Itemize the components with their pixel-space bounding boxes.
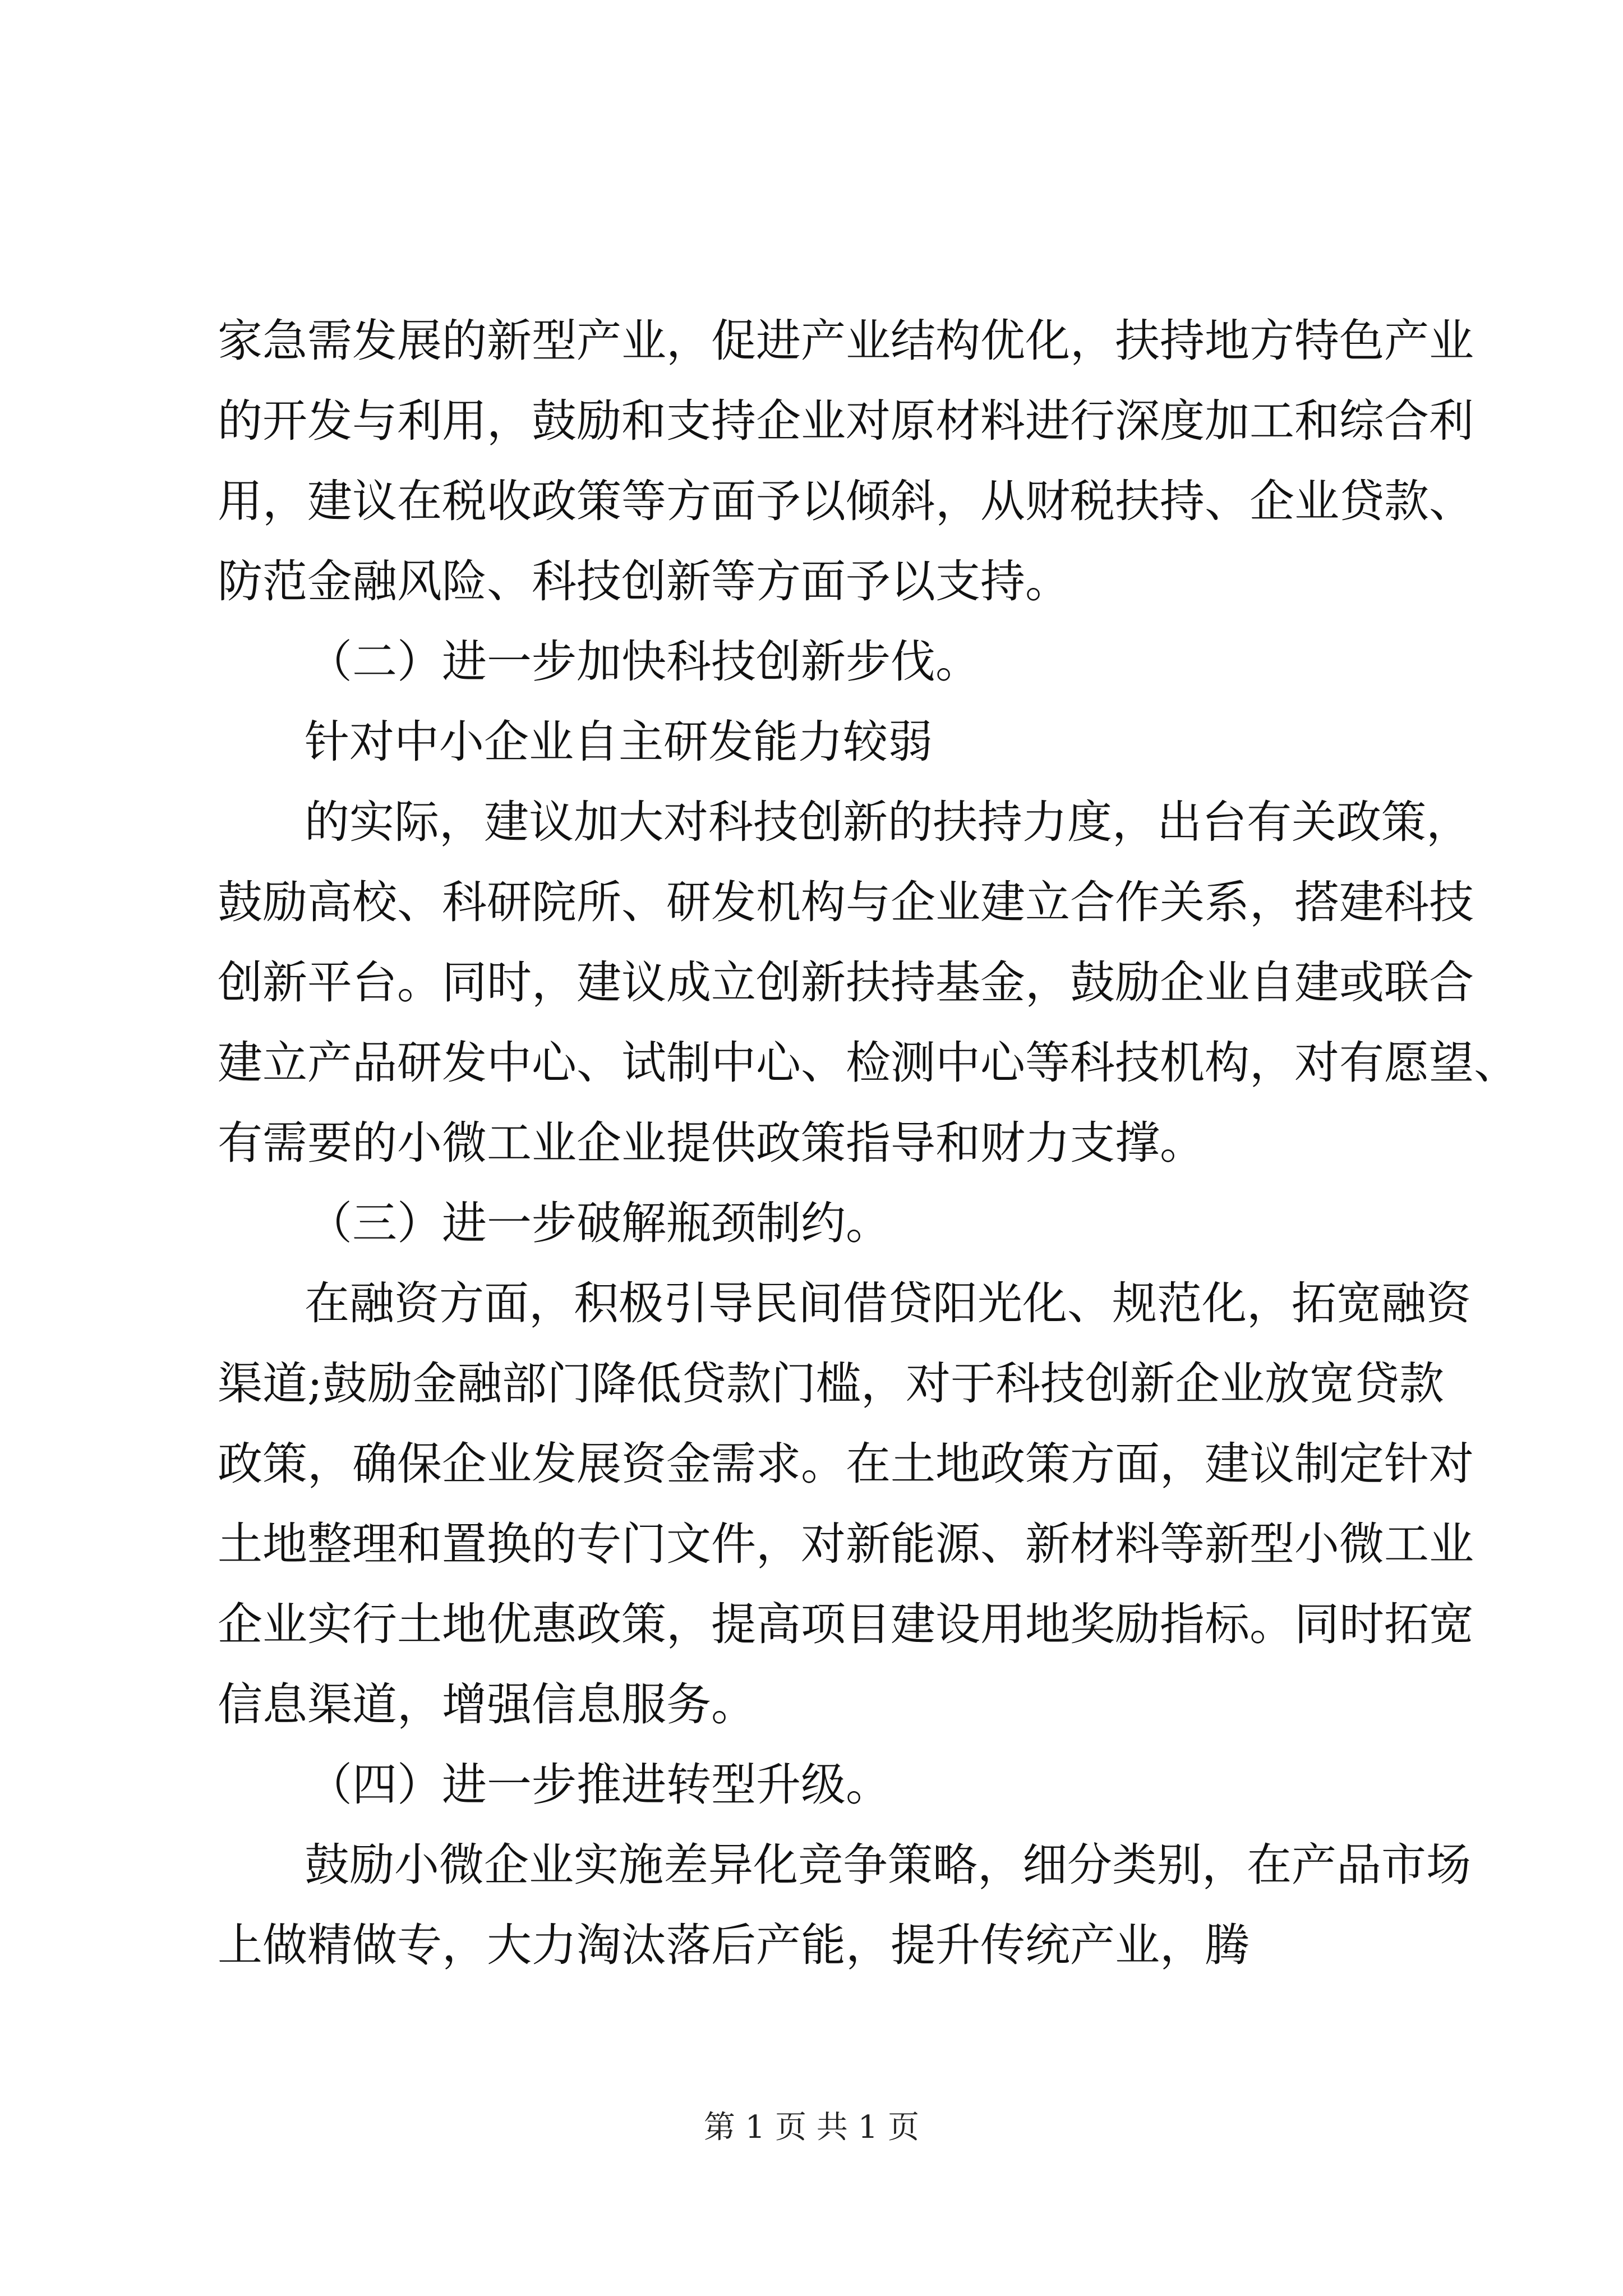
text-line: 企业实行土地优惠政策，提高项目建设用地奖励指标。同时拓宽	[218, 1598, 1474, 1650]
section-heading: （三）进一步破解瓶颈制约。	[307, 1197, 891, 1249]
text-line: 防范金融风险、科技创新等方面予以支持。	[218, 555, 1070, 608]
text-line: 家急需发展的新型产业，促进产业结构优化，扶持地方特色产业	[218, 315, 1474, 367]
section-heading: （二）进一步加快科技创新步伐。	[307, 636, 980, 688]
text-line: 鼓励高校、科研院所、研发机构与企业建立合作关系，搭建科技	[218, 876, 1474, 928]
text-line: 在融资方面，积极引导民间借贷阳光化、规范化，拓宽融资	[305, 1277, 1471, 1329]
section-heading: （四）进一步推进转型升级。	[307, 1759, 891, 1811]
page-number-footer: 第 1 页 共 1 页	[703, 2109, 920, 2146]
text-line: 上做精做专，大力淘汰落后产能，提升传统产业，腾	[218, 1919, 1249, 1971]
text-line: 的开发与利用，鼓励和支持企业对原材料进行深度加工和综合利	[218, 395, 1474, 447]
text-line: 的实际，建议加大对科技创新的扶持力度，出台有关政策，	[305, 796, 1471, 848]
text-line: 政策，确保企业发展资金需求。在土地政策方面，建议制定针对	[218, 1438, 1474, 1490]
text-line: 渠道;鼓励金融部门降低贷款门槛，对于科技创新企业放宽贷款	[218, 1358, 1444, 1410]
text-line: 用，建议在税收政策等方面予以倾斜，从财税扶持、企业贷款、	[218, 475, 1474, 527]
text-line: 信息渠道，增强信息服务。	[218, 1678, 756, 1731]
text-line: 创新平台。同时，建议成立创新扶持基金，鼓励企业自建或联合	[218, 956, 1474, 1009]
text-line: 建立产品研发中心、试制中心、检测中心等科技机构，对有愿望、	[218, 1037, 1519, 1089]
text-line: 针对中小企业自主研发能力较弱	[305, 716, 933, 768]
text-line: 土地整理和置换的专门文件，对新能源、新材料等新型小微工业	[218, 1518, 1474, 1570]
document-body	[218, 301, 1519, 1985]
text-line: 鼓励小微企业实施差异化竞争策略，细分类别，在产品市场	[305, 1839, 1471, 1891]
text-line: 有需要的小微工业企业提供政策指导和财力支撑。	[218, 1117, 1205, 1169]
